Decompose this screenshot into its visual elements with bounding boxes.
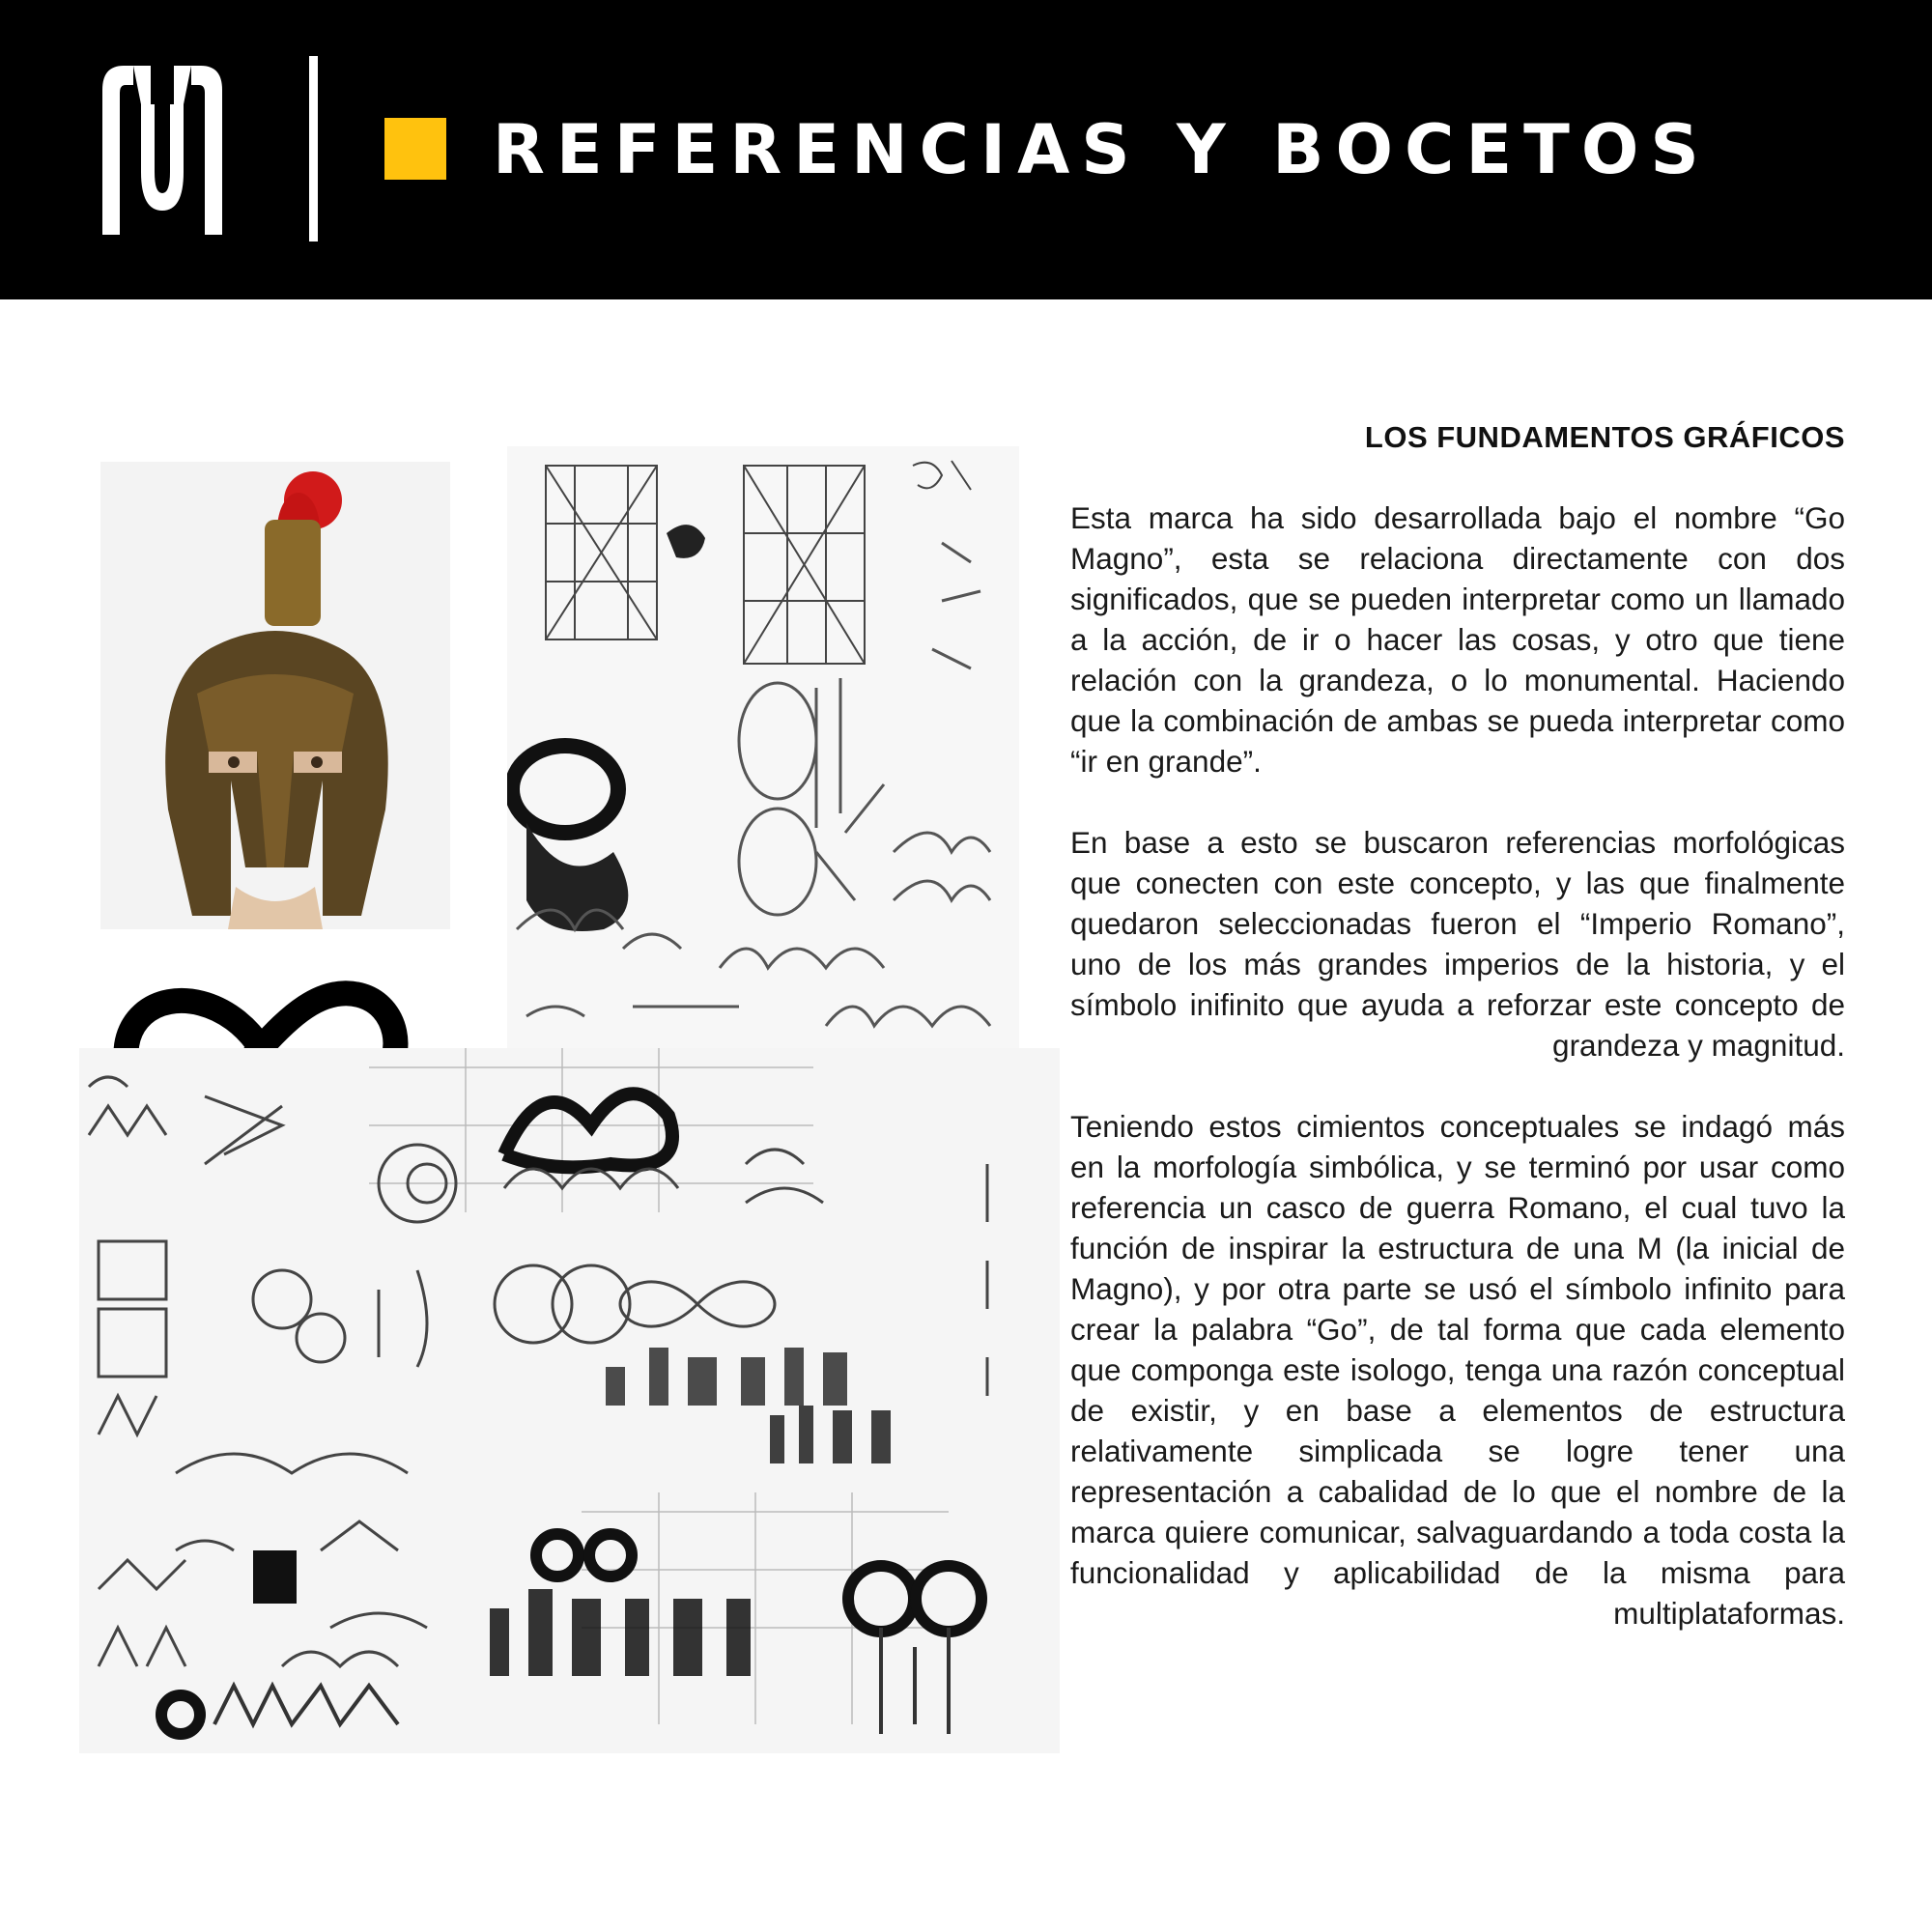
header-divider	[309, 56, 318, 242]
logo-sketches-sheet-1	[507, 446, 1019, 1065]
body-text	[1070, 497, 1845, 1674]
roman-helmet-image	[100, 462, 450, 929]
paragraph-2: En base a esto se buscaron referencias morfológicas que conecten con este concepto, y las que finalmente quedaron seleccionadas fueron el “Imperio Romano”, uno de los más grandes imperios de la historia, y el símbolo inifinito que ayuda a reforzar este concepto de grandeza y magnitud.	[1070, 825, 1845, 1063]
page-title: REFERENCIAS Y BOCETOS	[493, 110, 1711, 189]
logo-sketches-sheet-2	[79, 1048, 1060, 1753]
accent-square	[384, 118, 446, 180]
paragraph-3: Teniendo estos cimientos conceptuales se indagó más en la morfología simbólica, y se terminó por usar como referencia un casco de guerra Romano, el cual tuvo la función de inspirar la estructura de una M (la inicial de Magno), y por otra parte se usó el símbolo infinito para crear la palabra “Go”, de tal forma que cada elemento que componga este isologo, tenga una razón conceptual de existir, y en base a elementos de estructura relativamente simplicada se logre tener una representación a cabalidad de lo que el nombre de la marca quiere comunicar, salvaguardando a toda costa la funcionalidad y aplicabilidad de la misma para multiplataformas.	[1070, 1109, 1845, 1631]
header-bar	[0, 0, 1932, 299]
paragraph-1: Esta marca ha sido desarrollada bajo el nombre “Go Magno”, esta se relaciona directamente con dos significados, que se pueden interpretar como un llamado a la acción, de ir o hacer las cosas, y otro que tiene relación con la grandeza, o lo monumental. Haciendo que la combinación de ambas se pueda interpretar como “ir en grande”.	[1070, 500, 1845, 779]
section-title: LOS FUNDAMENTOS GRÁFICOS	[1364, 420, 1845, 454]
go-magno-logo-icon	[95, 66, 230, 235]
